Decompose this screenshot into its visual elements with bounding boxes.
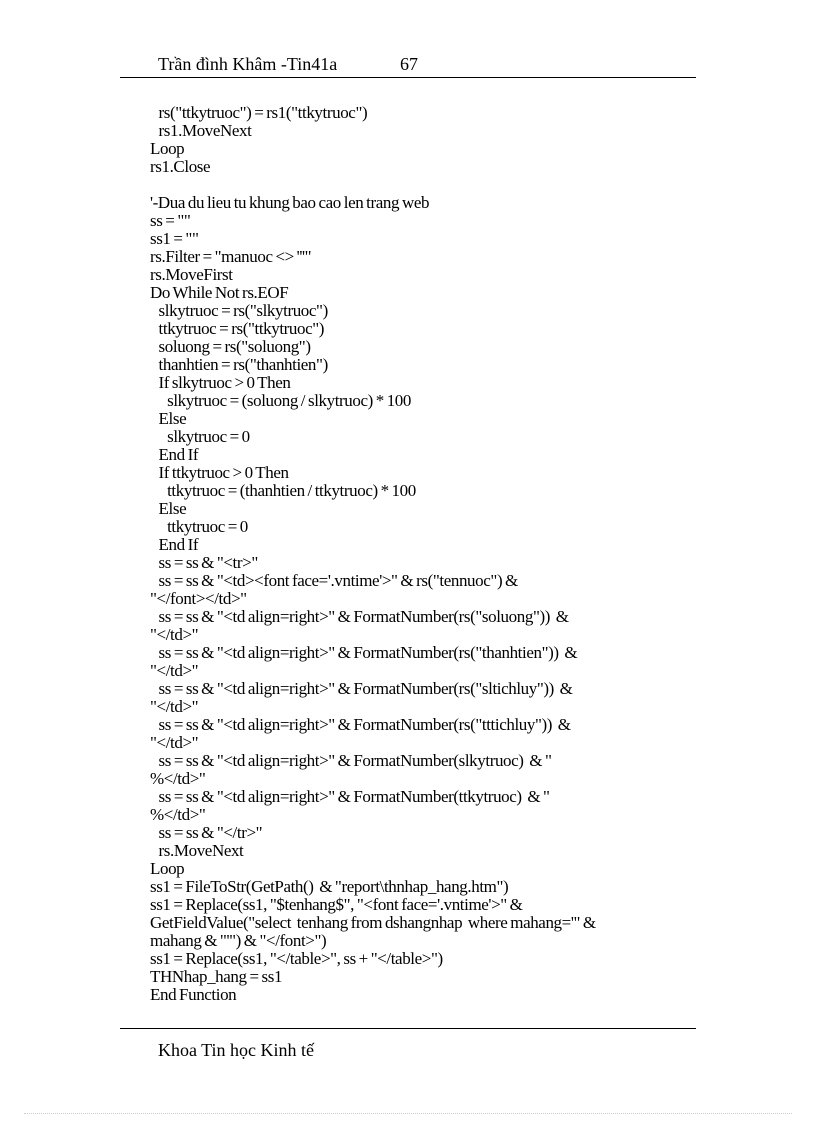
code-line: rs1.MoveNext xyxy=(150,121,252,140)
code-line: ss = ss & "<td><font face='.vntime'>" & rs("tennuoc") & xyxy=(150,571,518,590)
code-line: ss1 = Replace(ss1, "</table>", ss + "</table>") xyxy=(150,949,443,968)
code-line: ss = ss & "<tr>" xyxy=(150,553,258,572)
header-rule xyxy=(120,77,696,78)
code-line: ss = ss & "<td align=right>" & FormatNumber(rs("soluong")) & xyxy=(150,607,569,626)
code-line: THNhap_hang = ss1 xyxy=(150,967,283,986)
page-bottom-dotted-line xyxy=(24,1113,792,1114)
code-line: soluong = rs("soluong") xyxy=(150,337,311,356)
code-line: ss1 = "" xyxy=(150,229,199,248)
code-line: ss = ss & "</tr>" xyxy=(150,823,263,842)
code-line: Else xyxy=(150,499,187,518)
code-line: '-Dua du lieu tu khung bao cao len trang web xyxy=(150,193,430,212)
code-line: "</font></td>" xyxy=(150,589,247,608)
footer-rule xyxy=(120,1028,696,1029)
code-line: Loop xyxy=(150,139,185,158)
code-line: slkytruoc = (soluong / slkytruoc) * 100 xyxy=(150,391,412,410)
page-header xyxy=(158,52,698,76)
header-author: Trần đình Khâm -Tin41a xyxy=(158,54,338,74)
code-line: "</td>" xyxy=(150,625,199,644)
code-line: slkytruoc = rs("slkytruoc") xyxy=(150,301,328,320)
code-line: GetFieldValue("select tenhang from dshangnhap where mahang='" & xyxy=(150,913,596,932)
code-line: rs.MoveNext xyxy=(150,841,244,860)
code-line: mahang & "'") & "</font>") xyxy=(150,931,327,950)
code-line: ttkytruoc = (thanhtien / ttkytruoc) * 100 xyxy=(150,481,416,500)
code-line: ss = ss & "<td align=right>" & FormatNumber(rs("tttichluy")) & xyxy=(150,715,571,734)
page-footer: Khoa Tin học Kinh tế xyxy=(158,1040,315,1060)
code-line: ttkytruoc = rs("ttkytruoc") xyxy=(150,319,325,338)
code-line: If slkytruoc > 0 Then xyxy=(150,373,291,392)
code-line: %</td>" xyxy=(150,805,206,824)
code-line: ss = ss & "<td align=right>" & FormatNumber(rs("sltichluy")) & xyxy=(150,679,573,698)
code-line: ss1 = Replace(ss1, "$tenhang$", "<font face='.vntime'>" & xyxy=(150,895,523,914)
code-line: ss = ss & "<td align=right>" & FormatNumber(ttkytruoc) & " xyxy=(150,787,550,806)
code-line: ttkytruoc = 0 xyxy=(150,517,248,536)
code-line: %</td>" xyxy=(150,769,206,788)
code-line: "</td>" xyxy=(150,697,199,716)
page-number: 67 xyxy=(400,54,418,74)
code-line: "</td>" xyxy=(150,733,199,752)
code-line: thanhtien = rs("thanhtien") xyxy=(150,355,328,374)
code-line: rs.Filter = "manuoc <> '''" xyxy=(150,247,312,266)
code-line: Do While Not rs.EOF xyxy=(150,283,289,302)
code-line: ss = "" xyxy=(150,211,191,230)
code-listing xyxy=(150,104,696,1004)
code-line: rs1.Close xyxy=(150,157,211,176)
code-line: End If xyxy=(150,445,199,464)
code-line: "</td>" xyxy=(150,661,199,680)
code-line: rs("ttkytruoc") = rs1("ttkytruoc") xyxy=(150,103,368,122)
code-line: End If xyxy=(150,535,199,554)
code-line: ss = ss & "<td align=right>" & FormatNumber(rs("thanhtien")) & xyxy=(150,643,578,662)
code-line: rs.MoveFirst xyxy=(150,265,233,284)
code-line: slkytruoc = 0 xyxy=(150,427,250,446)
code-line: Loop xyxy=(150,859,185,878)
code-line xyxy=(150,176,696,194)
code-line: Else xyxy=(150,409,187,428)
code-line: If ttkytruoc > 0 Then xyxy=(150,463,289,482)
code-line: End Function xyxy=(150,985,237,1004)
code-line: ss = ss & "<td align=right>" & FormatNumber(slkytruoc) & " xyxy=(150,751,552,770)
code-line: ss1 = FileToStr(GetPath() & "report\thnhap_hang.htm") xyxy=(150,877,509,896)
